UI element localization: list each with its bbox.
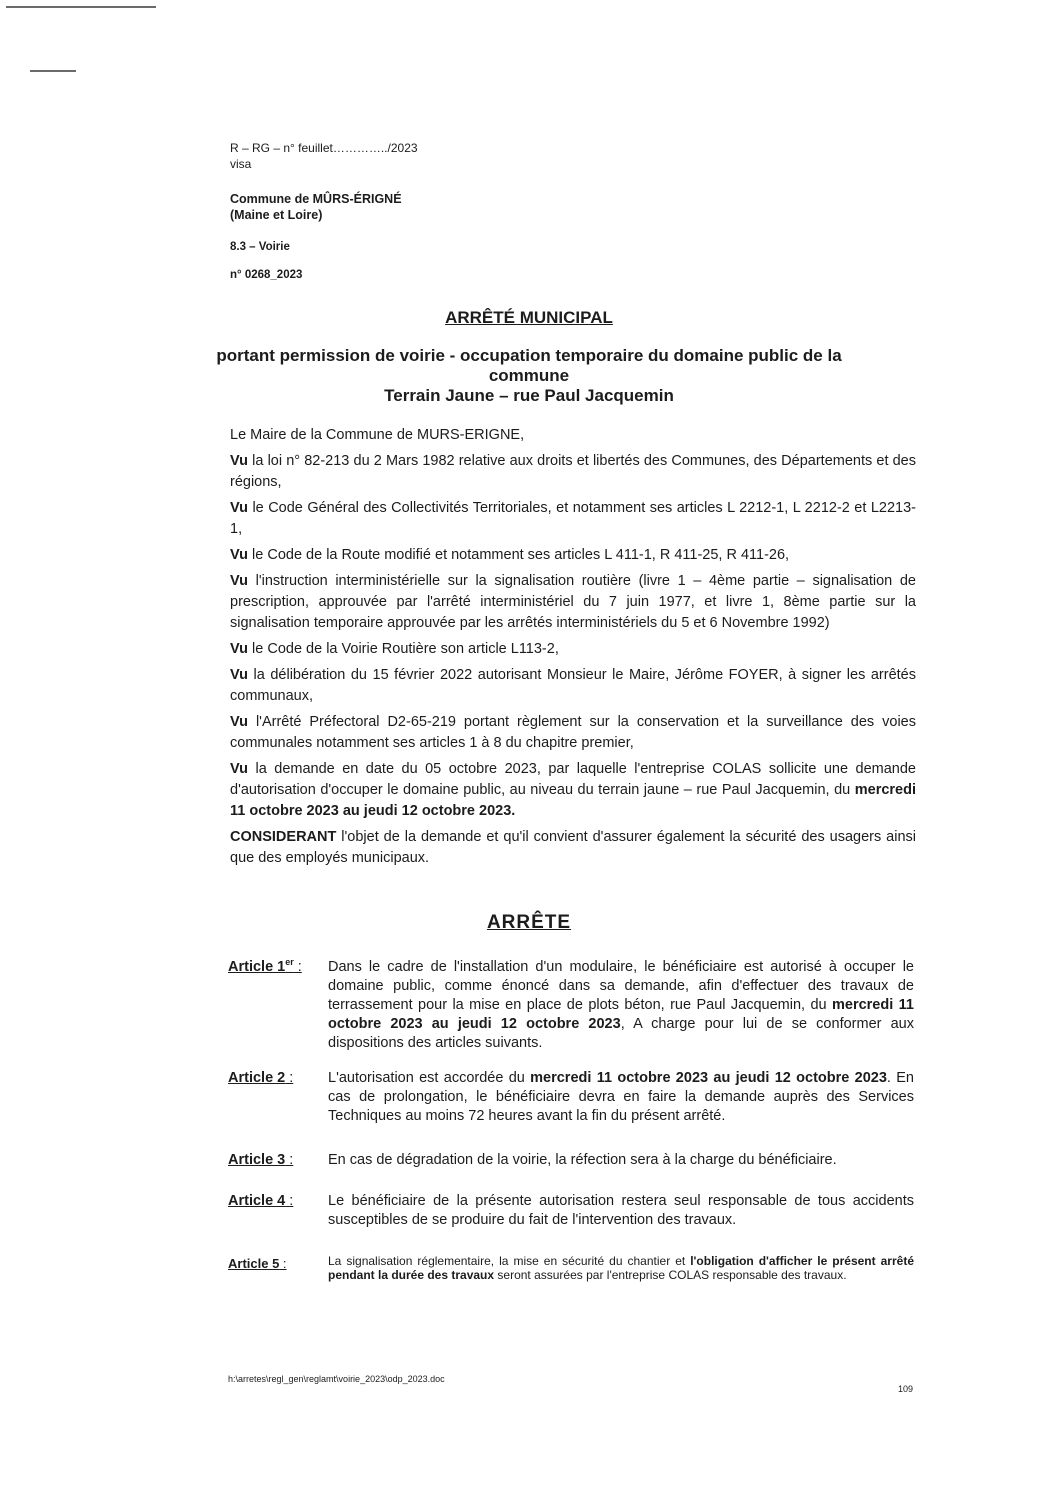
preamble [230, 425, 916, 869]
article-text: Dans le cadre de l'installation d'un modulaire, le bénéficiaire est autorisé à occuper le domaine public, comme énoncé dans sa demande, afin d'effectuer des travaux de terrassement pour la mise en place de plots béton, rue Paul Jacquemin, du mercredi 11 octobre 2023 au jeudi 12 octobre 2023, A charge pour lui de se conformer aux dispositions des articles suivants. [328, 959, 914, 1051]
reference-line: R – RG – n° feuillet…………../2023 [230, 141, 418, 155]
article-text: Le bénéficiaire de la présente autorisation restera seul responsable de tous accidents susceptibles de se produire du fait de l'intervention des travaux. [328, 1193, 914, 1228]
scan-mark-left [30, 70, 76, 72]
consideration: Vu l'instruction interministérielle sur la signalisation routière (livre 1 – 4ème partie – signalisation de prescription, approuvée par l'arrêté interministériel du 7 juin 1977, et livre 1, 8ème partie sur la signalisation temporaire approuvée par les arrêtés interministériels du 5 et 6 Novembre 1992) [230, 573, 916, 631]
file-path: h:\arretes\regl_gen\reglamt\voirie_2023\odp_2023.doc [228, 1374, 445, 1384]
category-label: 8.3 – Voirie [230, 241, 290, 253]
commune-name: Commune de MÛRS-ÉRIGNÉ [230, 192, 402, 206]
article-text: En cas de dégradation de la voirie, la réfection sera à la charge du bénéficiaire. [328, 1152, 837, 1168]
subtitle-line-3: Terrain Jaune – rue Paul Jacquemin [384, 386, 674, 405]
consideration: Vu la loi n° 82-213 du 2 Mars 1982 relative aux droits et libertés des Communes, des Départements et des régions, [230, 453, 916, 490]
subtitle-line-2: commune [488, 366, 570, 385]
consideration: Vu la délibération du 15 février 2022 autorisant Monsieur le Maire, Jérôme FOYER, à signer les arrêtés communaux, [230, 667, 916, 704]
consideration: Vu le Code de la Route modifié et notamment ses articles L 411-1, R 411-25, R 411-26, [230, 547, 790, 563]
consideration: Vu la demande en date du 05 octobre 2023, par laquelle l'entreprise COLAS sollicite une demande d'autorisation d'occuper le domaine public, au niveau du terrain jaune – rue Paul Jacquemin, du mercredi 11 octobre 2023 au jeudi 12 octobre 2023. [230, 761, 916, 819]
visa-label: visa [230, 157, 252, 171]
page-title: ARRÊTÉ MUNICIPAL [445, 308, 613, 327]
scan-mark-top-left [6, 6, 156, 8]
arrete-heading: ARRÊTE [486, 912, 572, 933]
consideration: Vu l'Arrêté Préfectoral D2-65-219 portant règlement sur la conservation et la surveillance des voies communales notamment ses articles 1 à 8 du chapitre premier, [230, 714, 916, 751]
article-label: Article 2 : [228, 1070, 294, 1086]
article-label: Article 5 : [228, 1256, 287, 1271]
subtitle-line-1: portant permission de voirie - occupation temporaire du domaine public de la [216, 346, 842, 365]
consideration: CONSIDERANT l'objet de la demande et qu'il convient d'assurer également la sécurité des usagers ainsi que des employés municipaux. [230, 829, 916, 866]
article-text: L'autorisation est accordée du mercredi 11 octobre 2023 au jeudi 12 octobre 2023. En cas de prolongation, le bénéficiaire devra en faire la demande auprès des Services Techniques au moins 72 heures avant la fin du présent arrêté. [328, 1070, 914, 1124]
article-text: La signalisation réglementaire, la mise en sécurité du chantier et l'obligation d'afficher le présent arrêté pendant la durée des travaux seront assurées par l'entreprise COLAS responsable des travaux. [328, 1254, 914, 1282]
consideration: Vu le Code de la Voirie Routière son article L113-2, [230, 641, 559, 657]
article-label: Article 3 : [228, 1152, 294, 1168]
arrete-number: n° 0268_2023 [230, 269, 303, 281]
department-name: (Maine et Loire) [230, 208, 323, 222]
article-label: Article 4 : [228, 1193, 294, 1209]
page-number: 109 [898, 1384, 914, 1394]
article-label: Article 1er : [228, 957, 302, 975]
subtitle [115, 346, 943, 406]
intro-line: Le Maire de la Commune de MURS-ERIGNE, [230, 427, 525, 443]
consideration: Vu le Code Général des Collectivités Territoriales, et notamment ses articles L 2212-1, L 2212-2 et L2213-1, [230, 500, 916, 537]
